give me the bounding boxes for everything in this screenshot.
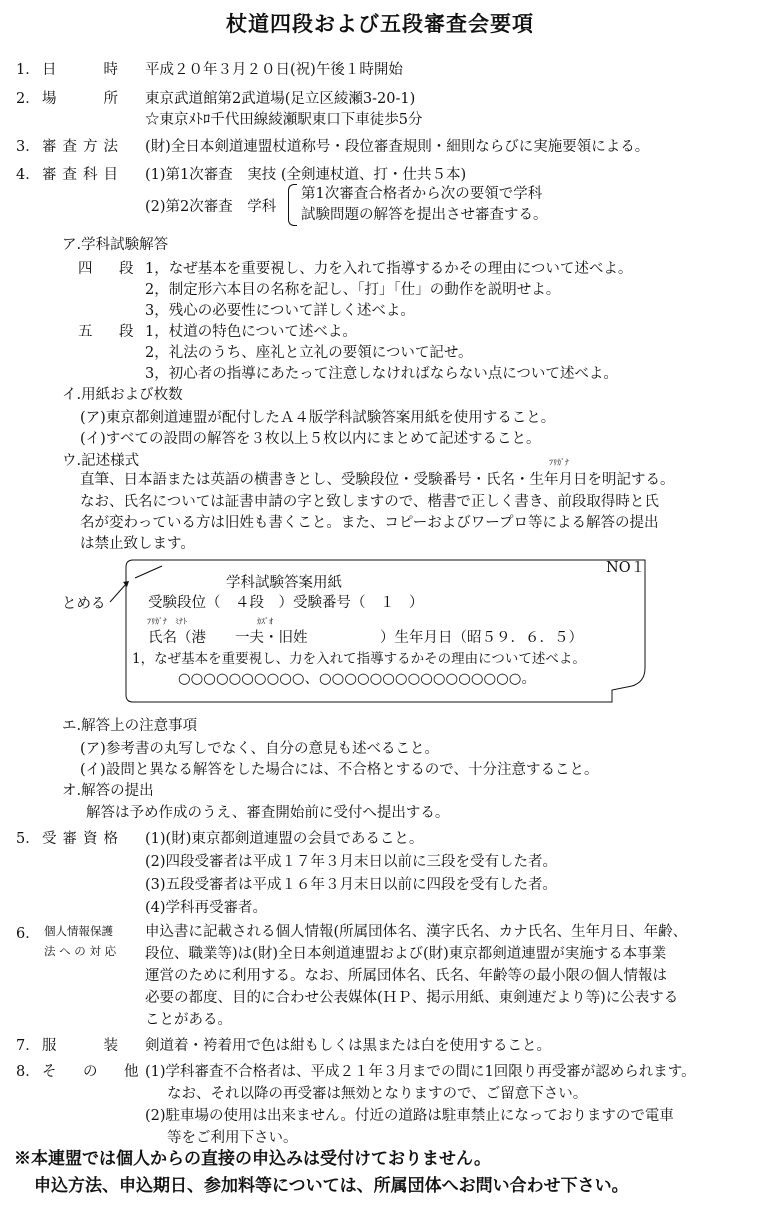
- section-label-date: 日 時: [42, 62, 124, 78]
- submission-text: 解答は予め作成のうえ、審査開始前に受付へ提出する。: [86, 805, 450, 821]
- privacy-line-5: ことがある。: [145, 1012, 232, 1028]
- subject-second-exam: (2)第2次審査 学科: [145, 199, 277, 215]
- privacy-line-1: 申込書に記載される個人情報(所属団体名、漢字氏名、カナ氏名、生年月日、年齢、: [145, 924, 688, 940]
- section-number: 1．: [16, 62, 40, 78]
- subheading-o: オ.解答の提出: [62, 783, 154, 799]
- other-line-4: 等をご利用下さい。: [167, 1130, 298, 1146]
- section-number: 7．: [16, 1038, 40, 1054]
- method-value: (財)全日本剣道連盟杖道称号・段位審査規則・細則ならびに実施要領による。: [145, 139, 650, 155]
- question-4dan-3: 3，残心の必要性について詳しく述べよ。: [145, 303, 415, 319]
- grade-label-4dan: 四 段: [78, 261, 140, 277]
- privacy-line-3: 運営のために利用する。なお、所属団体名、氏名、年齢等の最小限の個人情報は: [145, 968, 667, 984]
- grade-label-5dan: 五 段: [78, 324, 140, 340]
- notice-line-1: ※本連盟では個人からの直接の申込みは受付けておりません。: [14, 1149, 492, 1169]
- sheet-furigana-2: ｶｽﾞｵ: [257, 617, 273, 626]
- sheet-furigana-1: ﾌﾘｶﾞﾅ ﾐﾅﾄ: [147, 617, 187, 626]
- sheet-grade-number: 受験段位（ ４段 ）受験番号（ １ ）: [148, 595, 424, 611]
- other-line-1: (1)学科審査不合格者は、平成２１年３月までの間に1回限り再受審が認められます。: [145, 1064, 696, 1080]
- access-value: ☆東京ﾒﾄﾛ千代田線綾瀬駅東口下車徒歩5分: [145, 112, 423, 128]
- sheet-answer-placeholder: ○○○○○○○○○○、○○○○○○○○○○○○○○○○。: [178, 671, 536, 687]
- format-line-3: 名が変わっている方は旧姓も書くこと。また、コピーおよびワープロ等による解答の提出: [80, 515, 659, 531]
- sheet-title: 学科試験答案用紙: [226, 575, 342, 591]
- bracket: [288, 184, 297, 226]
- subheading-u: ウ.記述様式: [62, 453, 140, 469]
- notice-line-2: 申込方法、申込期日、参加料等については、所属団体へお問い合わせ下さい。: [34, 1176, 629, 1196]
- format-line-4: は禁止致します。: [80, 536, 195, 552]
- paper-rule-1: (ア)東京都剣道連盟が配付したＡ４版学科試験答案用紙を使用すること。: [80, 410, 556, 426]
- question-5dan-2: 2，礼法のうち、座礼と立礼の要領について記せ。: [145, 345, 473, 361]
- note-1: (ア)参考書の丸写しでなく、自分の意見も述べること。: [80, 741, 440, 757]
- sheet-number: NO１: [606, 560, 646, 576]
- section-number: 3．: [16, 139, 40, 155]
- sheet-name-birth: 氏名（港 一夫・旧姓 ）生年月日（昭５９．６．５）: [148, 630, 583, 646]
- section-label-eligibility: 受審資格: [42, 831, 124, 847]
- question-5dan-1: 1，杖道の特色について述べよ。: [145, 324, 357, 340]
- eligibility-4: (4)学科再受審者。: [145, 900, 268, 916]
- subheading-a: ア.学科試験解答: [62, 237, 169, 253]
- subheading-i: イ.用紙および枚数: [62, 387, 183, 403]
- eligibility-1: (1)(財)東京都剣道連盟の会員であること。: [145, 831, 424, 847]
- section-number: 4．: [16, 167, 40, 183]
- page-title: 杖道四段および五段審査会要項: [226, 11, 534, 36]
- paper-rule-2: (イ)すべての設問の解答を３枚以上５枚以内にまとめて記述すること。: [80, 431, 541, 447]
- section-label-subjects: 審査科目: [42, 167, 124, 183]
- section-number: 6．: [16, 926, 40, 942]
- format-line-2: なお、氏名については証書申請の字と致しますので、楷書で正しく書き、前段取得時と氏: [80, 494, 659, 510]
- bracket-text-1: 第1次審査合格者から次の要領で学科: [301, 186, 543, 202]
- question-4dan-2: 2，制定形六本目の名称を記し、「打」「仕」の動作を説明せよ。: [145, 282, 561, 298]
- question-5dan-3: 3，初心者の指導にあたって注意しなければならない点について述べよ。: [145, 366, 618, 382]
- section-label-privacy-2: 法 へ の 対 応: [44, 944, 117, 958]
- staple-label: とめる: [62, 596, 106, 612]
- section-number: 5．: [16, 831, 40, 847]
- format-line-1: 直筆、日本語または英語の横書きとし、受験段位・受験番号・氏名・生年月日を明記する。: [80, 472, 675, 488]
- other-line-2: なお、それ以降の再受審は無効となりますので、ご留意下さい。: [167, 1086, 588, 1102]
- furigana-note: ﾌﾘｶﾞﾅ: [549, 458, 569, 467]
- date-value: 平成２０年３月２０日(祝)午後１時開始: [145, 62, 403, 78]
- section-label-attire: 服 装: [42, 1038, 124, 1054]
- place-value: 東京武道館第2武道場(足立区綾瀬3-20-1): [145, 91, 416, 107]
- privacy-line-4: 必要の都度、目的に合わせ公表媒体(ＨＰ、掲示用紙、東剣連だより等)に公表する: [145, 990, 679, 1006]
- note-2: (イ)設問と異なる解答をした場合には、不合格とするので、十分注意すること。: [80, 762, 599, 778]
- eligibility-3: (3)五段受審者は平成１６年３月末日以前に四段を受有した者。: [145, 877, 558, 893]
- section-number: 2．: [16, 91, 40, 107]
- other-line-3: (2)駐車場の使用は出来ません。付近の道路は駐車禁止になっておりますので電車: [145, 1108, 674, 1124]
- section-label-other: そ の 他: [42, 1064, 145, 1080]
- bracket-text-2: 試験問題の解答を提出させ審査する。: [301, 207, 548, 223]
- eligibility-2: (2)四段受審者は平成１７年３月末日以前に三段を受有した者。: [145, 854, 558, 870]
- section-label-place: 場 所: [42, 91, 124, 107]
- section-label-method: 審査方法: [42, 139, 124, 155]
- attire-value: 剣道着・袴着用で色は紺もしくは黒または白を使用すること。: [145, 1038, 551, 1054]
- subheading-e: エ.解答上の注意事項: [62, 718, 198, 734]
- question-4dan-1: 1，なぜ基本を重要視し、力を入れて指導するかその理由について述べよ。: [145, 261, 633, 277]
- privacy-line-2: 段位、職業等)は(財)全日本剣道連盟および(財)東京都剣道連盟が実施する本事業: [145, 946, 667, 962]
- subject-first-exam: (1)第1次審査 実技 (全剣連杖道、打・仕共５本): [145, 167, 467, 183]
- section-number: 8．: [16, 1064, 40, 1080]
- section-label-privacy-1: 個人情報保護: [44, 924, 113, 938]
- sheet-question: 1，なぜ基本を重要視し、力を入れて指導するかその理由について述べよ。: [132, 651, 586, 667]
